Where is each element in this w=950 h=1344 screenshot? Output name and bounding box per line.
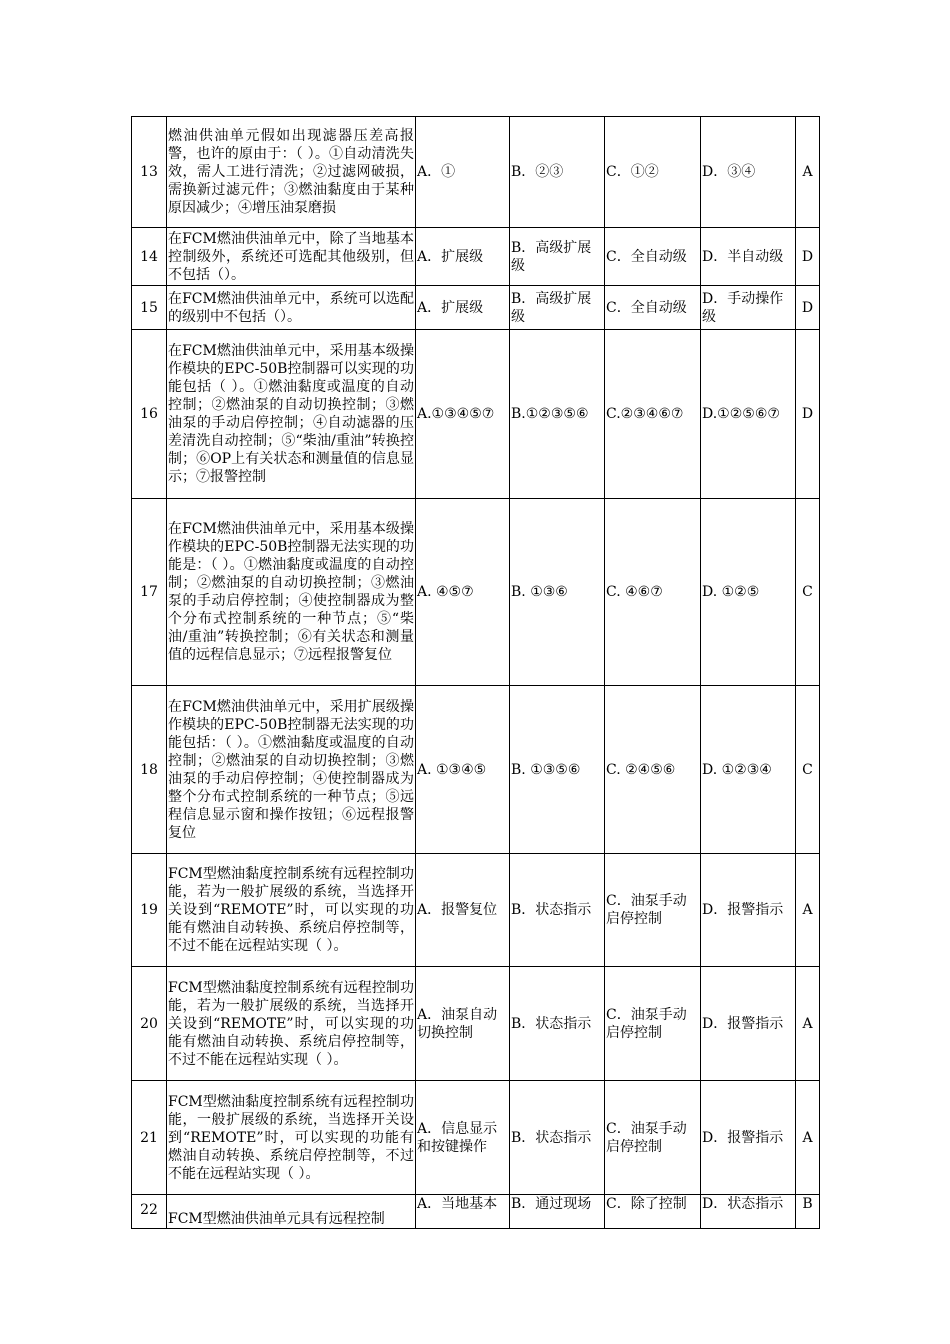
question-text: 在FCM燃油供油单元中，系统可以选配的级别中不包括（）。 xyxy=(167,286,416,330)
option-a: A．当地基本 xyxy=(416,1195,510,1229)
table-row xyxy=(132,228,820,286)
answer-key: D xyxy=(796,228,820,286)
table-row xyxy=(132,967,820,1081)
option-c: C．油泵手动启停控制 xyxy=(605,967,701,1081)
answer-key: D xyxy=(796,330,820,499)
question-number: 19 xyxy=(132,854,167,967)
option-b: B．②③ xyxy=(510,117,605,228)
option-d: D．状态指示 xyxy=(701,1195,796,1229)
question-text: 在FCM燃油供油单元中，采用基本级操作模块的EPC-50B控制器可以实现的功能包括（ ）。①燃油黏度或温度的自动控制；②燃油泵的自动切换控制；③燃油泵的手动启停控制；④自动滤器的压差清洗自动控制；⑤“柴油/重油”转换控制；⑥OP上有关状态和测量值的信息显示；⑦报警控制 xyxy=(167,330,416,499)
option-c: C.②③④⑥⑦ xyxy=(605,330,701,499)
question-text: 在FCM燃油供油单元中，除了当地基本控制级外，系统还可选配其他级别，但不包括（）。 xyxy=(167,228,416,286)
option-c: C．油泵手动启停控制 xyxy=(605,854,701,967)
answer-key: A xyxy=(796,117,820,228)
option-b: B．状态指示 xyxy=(510,854,605,967)
option-b: B.①②③⑤⑥ xyxy=(510,330,605,499)
table-row xyxy=(132,1195,820,1229)
option-b: B．高级扩展级 xyxy=(510,228,605,286)
option-d: D．③④ xyxy=(701,117,796,228)
answer-key: A xyxy=(796,854,820,967)
option-b: B．状态指示 xyxy=(510,967,605,1081)
question-number: 14 xyxy=(132,228,167,286)
option-d: D. ①②⑤ xyxy=(701,499,796,686)
table-row xyxy=(132,330,820,499)
option-c: C. ④⑥⑦ xyxy=(605,499,701,686)
option-a: A．油泵自动切换控制 xyxy=(416,967,510,1081)
option-a: A．① xyxy=(416,117,510,228)
option-c: C．①② xyxy=(605,117,701,228)
question-text: 燃油供油单元假如出现滤器压差高报警，也许的原由于：（ ）。①自动清洗失效，需人工进行清洗；②过滤网破损，需换新过滤元件；③燃油黏度由于某种原因减少；④增压油泵磨损 xyxy=(167,117,416,228)
option-b: B．高级扩展级 xyxy=(510,286,605,330)
answer-key: C xyxy=(796,499,820,686)
table-row xyxy=(132,686,820,854)
option-c: C. ②④⑤⑥ xyxy=(605,686,701,854)
question-table xyxy=(131,116,820,1229)
option-c: C．除了控制 xyxy=(605,1195,701,1229)
option-d: D．报警指示 xyxy=(701,967,796,1081)
answer-key: A xyxy=(796,1081,820,1195)
option-a: A. ④⑤⑦ xyxy=(416,499,510,686)
option-c: C．全自动级 xyxy=(605,286,701,330)
answer-key: B xyxy=(796,1195,820,1229)
table-row xyxy=(132,499,820,686)
question-number: 13 xyxy=(132,117,167,228)
option-d: D．报警指示 xyxy=(701,1081,796,1195)
question-number: 17 xyxy=(132,499,167,686)
option-d: D. ①②③④ xyxy=(701,686,796,854)
table-row xyxy=(132,286,820,330)
option-b: B. ①③⑥ xyxy=(510,499,605,686)
question-text: FCM型燃油黏度控制系统有远程控制功能，一般扩展级的系统，当选择开关设到“REMOTE”时，可以实现的功能有燃油自动转换、系统启停控制等，不过不能在远程站实现（ ）。 xyxy=(167,1081,416,1195)
answer-key: A xyxy=(796,967,820,1081)
option-a: A.①③④⑤⑦ xyxy=(416,330,510,499)
question-number: 16 xyxy=(132,330,167,499)
question-text: FCM型燃油黏度控制系统有远程控制功能，若为一般扩展级的系统，当选择开关设到“REMOTE”时，可以实现的功能有燃油自动转换、系统启停控制等，不过不能在远程站实现（ ）。 xyxy=(167,854,416,967)
option-a: A．扩展级 xyxy=(416,228,510,286)
option-d: D．半自动级 xyxy=(701,228,796,286)
option-a: A．报警复位 xyxy=(416,854,510,967)
question-text: FCM型燃油供油单元具有远程控制 xyxy=(167,1195,416,1229)
option-a: A. ①③④⑤ xyxy=(416,686,510,854)
question-text: 在FCM燃油供油单元中，采用基本级操作模块的EPC-50B控制器无法实现的功能是：（ ）。①燃油黏度或温度的自动控制；②燃油泵的自动切换控制；③燃油泵的手动启停控制；④使控制器成为整个分布式控制系统的一种节点；⑤“柴油/重油”转换控制；⑥有关状态和测量值的远程信息显示；⑦远程报警复位 xyxy=(167,499,416,686)
option-b: B．通过现场 xyxy=(510,1195,605,1229)
option-c: C．全自动级 xyxy=(605,228,701,286)
table-row xyxy=(132,117,820,228)
question-number: 18 xyxy=(132,686,167,854)
option-b: B．状态指示 xyxy=(510,1081,605,1195)
table-row xyxy=(132,1081,820,1195)
option-d: D．手动操作级 xyxy=(701,286,796,330)
question-text: FCM型燃油黏度控制系统有远程控制功能，若为一般扩展级的系统，当选择开关设到“REMOTE”时，可以实现的功能有燃油自动转换、系统启停控制等，不过不能在远程站实现（ ）。 xyxy=(167,967,416,1081)
answer-key: D xyxy=(796,286,820,330)
option-b: B. ①③⑤⑥ xyxy=(510,686,605,854)
option-a: A．信息显示和按键操作 xyxy=(416,1081,510,1195)
answer-key: C xyxy=(796,686,820,854)
question-number: 22 xyxy=(132,1195,167,1229)
option-c: C．油泵手动启停控制 xyxy=(605,1081,701,1195)
question-number: 20 xyxy=(132,967,167,1081)
option-d: D.①②⑤⑥⑦ xyxy=(701,330,796,499)
table-row xyxy=(132,854,820,967)
question-text: 在FCM燃油供油单元中，采用扩展级操作模块的EPC-50B控制器无法实现的功能包括：（ ）。①燃油黏度或温度的自动控制；②燃油泵的自动切换控制；③燃油泵的手动启停控制；④使控制器成为整个分布式控制系统的一种节点；⑤远程信息显示窗和操作按钮；⑥远程报警复位 xyxy=(167,686,416,854)
question-number: 21 xyxy=(132,1081,167,1195)
question-number: 15 xyxy=(132,286,167,330)
option-d: D．报警指示 xyxy=(701,854,796,967)
option-a: A．扩展级 xyxy=(416,286,510,330)
